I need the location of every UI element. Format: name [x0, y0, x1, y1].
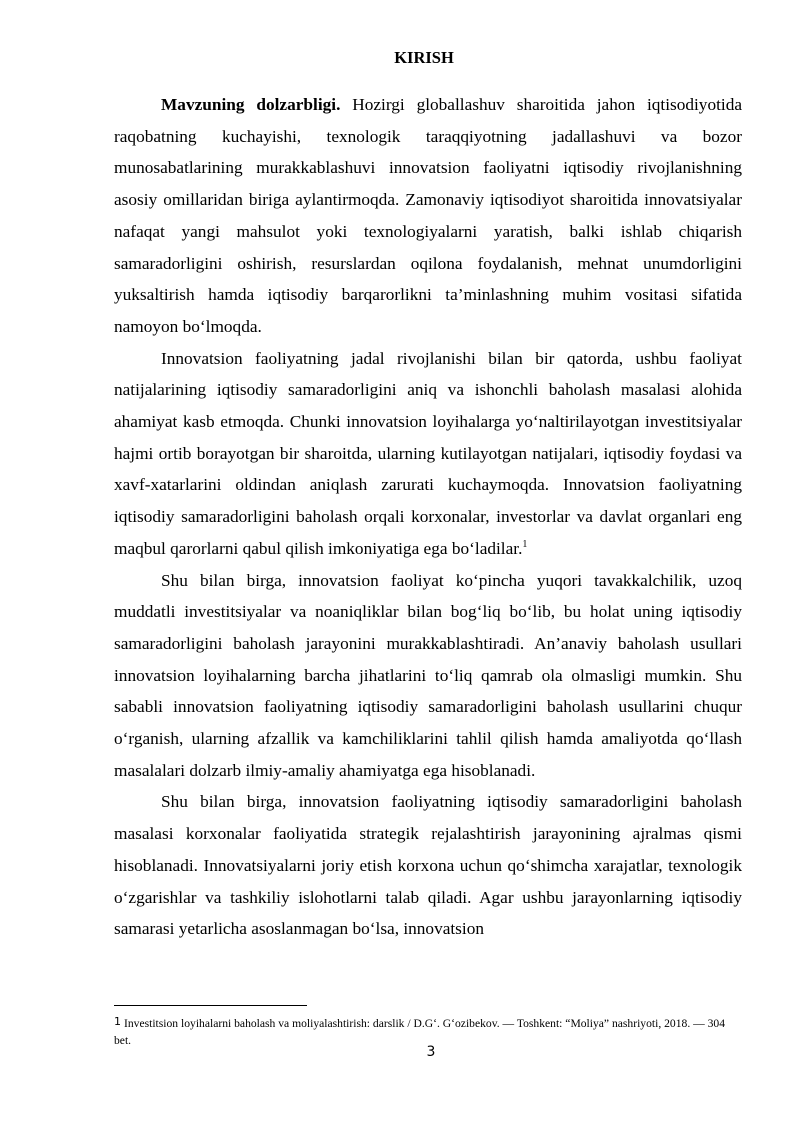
- paragraph: [114, 89, 742, 343]
- paragraph-text: Hozirgi globallashuv sharoitida jahon iqtisodiyotida raqobatning kuchayishi, texnologik taraqqiyotning jadallashuvi va bozor munosabatlarining murakkablashuvi innovatsion faoliyatni iqtisodiy rivojlanishning asosiy omillaridan biriga aylantirmoqda. Zamonaviy iqtisodiyot sharoitida innovatsiyalar nafaqat yangi mahsulot yoki texnologiyalarni yaratish, balki ishlab chiqarish samaradorligini oshirish, resurslardan oqilona foydalanish, mehnat unumdorligini yuksaltirish hamda iqtisodiy barqarorlikni ta’minlashning muhim vositasi sifatida namoyon bo‘lmoqda.: [114, 95, 743, 336]
- paragraph-text: Shu bilan birga, innovatsion faoliyat ko‘pincha yuqori tavakkalchilik, uzoq muddatli investitsiyalar va noaniqliklar bilan bog‘liq bo‘lib, bu holat uning iqtisodiy samaradorligini baholash jarayonini murakkablashtiradi. An’anaviy baholash usullari innovatsion loyihalarning barcha jihatlarini to‘liq qamrab ola olmasligi mumkin. Shu sababli innovatsion faoliyatning iqtisodiy samaradorligini baholash usullarini chuqur o‘rganish, ularning afzallik va kamchiliklarini tahlil qilish hamda amaliyotda qo‘llash masalalari dolzarb ilmiy-amaliy ahamiyatga ega hisoblanadi.: [114, 570, 742, 780]
- paragraph: [114, 565, 742, 787]
- paragraph: [114, 786, 742, 945]
- footnote-reference[interactable]: 1: [522, 539, 528, 551]
- body-text: [114, 89, 742, 945]
- footnote-mark: 1: [114, 1015, 121, 1028]
- page-number: 3: [426, 1044, 436, 1060]
- footnote-separator: [114, 1005, 307, 1006]
- footnote-text: Investitsion loyihalarni baholash va moliyalashtirish: darslik / D.G‘. G‘ozibekov. — Toshkent: “Moliya” nashriyoti, 2018. — 304 bet.: [114, 1017, 726, 1047]
- paragraph-text: Shu bilan birga, innovatsion faoliyatning iqtisodiy samaradorligini baholash masalasi korxonalar faoliyatida strategik rejalashtirish jarayonining ajralmas qismi hisoblanadi. Innovatsiyalarni joriy etish korxona uchun qo‘shimcha xarajatlar, texnologik o‘zgarishlar va tashkiliy islohotlarni talab qiladi. Agar ushbu jarayonlarning iqtisodiy samarasi yetarlicha asoslanmagan bo‘lsa, innovatsion: [114, 792, 742, 939]
- paragraph-lead: Mavzuning dolzarbligi.: [161, 95, 341, 114]
- paragraph: [114, 343, 742, 565]
- page-heading: KIRISH: [394, 48, 454, 67]
- paragraph-text: Innovatsion faoliyatning jadal rivojlanishi bilan bir qatorda, ushbu faoliyat natijalarining iqtisodiy samaradorligini aniq va ishonchli baholash masalasi alohida ahamiyat kasb etmoqda. Chunki innovatsion loyihalarga yo‘naltirilayotgan investitsiyalar hajmi ortib borayotgan bir sharoitda, ularning kutilayotgan natijalari, iqtisodiy foydasi va xavf-xatarlarini oldindan aniqlash zarurati kuchaymoqda. Innovatsion faoliyatning iqtisodiy samaradorligini baholash orqali korxonalar, investorlar va davlat organlari eng maqbul qarorlarni qabul qilish imkoniyatiga ega bo‘ladilar.: [114, 348, 742, 558]
